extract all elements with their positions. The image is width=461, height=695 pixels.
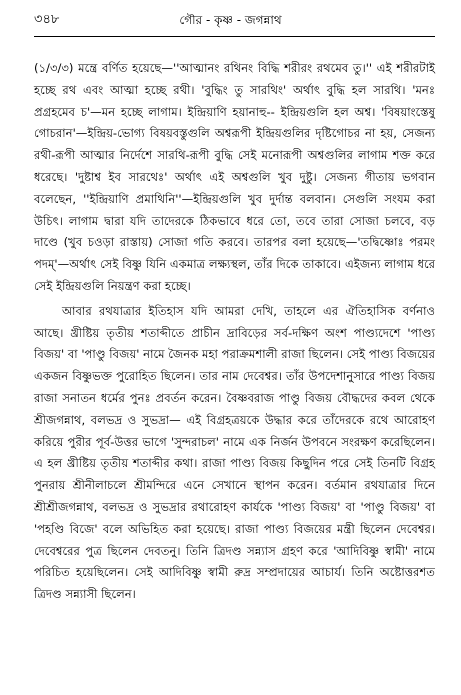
body-text (34, 58, 435, 606)
paragraph-2: আবার রথযাত্রার ইতিহাস যদি আমরা দেখি, তাহলে এর ঐতিহাসিক বর্ণনাও আছে। খ্রীষ্টিয় তৃতীয় শতাব্দীতে প্রাচীন দ্রাবিড়ের সর্ব-দক্ষিণ অংশ পাণ্ড্যদেশে 'পাণ্ড্য বিজয়' বা 'পাণ্ডু বিজয়' নামে জৈনক মহা পরাক্রমশালী রাজা ছিলেন। সেই পাণ্ড্য বিজয়ের একজন বিষ্ণুভক্ত পুরোহিত ছিলেন। তার নাম দেবেশ্বর। তাঁর উপদেশানুসারে পাণ্ড্য বিজয় রাজা সনাতন ধর্মের পুনঃ প্রবর্তন করেন। বৈষ্ণবরাজ পাণ্ডু বিজয় বৌদ্ধদের কবল থেকে শ্রীজগন্নাথ, বলভদ্র ও সুভদ্রা— এই বিগ্রহত্রয়কে উদ্ধার করে তাঁদেরকে রথে আরোহণ করিয়ে পুরীর পূর্ব-উত্তর ভাগে 'সুন্দরাচল' নামে এক নির্জন উপবনে সংরক্ষণ করেছিলেন। এ হল খ্রীষ্টিয় তৃতীয় শতাব্দীর কথা। রাজা পাণ্ড্য বিজয় কিছুদিন পরে সেই তিনটি বিগ্রহ পুনরায় শ্রীনীলাচলে শ্রীমন্দিরে এনে সেখানে স্থাপন করেন। বর্তমান রথযাত্রার দিনে শ্রীশ্রীজগন্নাথ, বলভদ্র ও সুভদ্রার রথারোহণ কার্যকে 'পাণ্ড্য বিজয়' বা 'পাণ্ডু বিজয়' বা 'পহণ্ডি বিজে' বলে অভিহিত করা হয়েছে। রাজা পাণ্ড্য বিজয়ের মন্ত্রী ছিলেন দেবেশ্বর। দেবেশ্বরের পুত্র ছিলেন দেবতনু। তিনি ত্রিদণ্ড সন্ন্যাস গ্রহণ করে 'আদিবিষ্ণু স্বামী' নামে পরিচিত হয়েছিলেন। সেই আদিবিষ্ণু স্বামী রুদ্র সম্প্রদায়ের আচার্য। তিনি অষ্টোত্তরশত ত্রিদণ্ড সন্ন্যাসী ছিলেন। (34, 303, 435, 602)
running-title: গৌর - কৃষ্ণ - জগন্নাথ (179, 13, 282, 27)
header-rule (34, 36, 435, 37)
paragraph-1: (১/৩/৩) মন্ত্রে বর্ণিত হয়েছে—''আত্মানং রথিনং বিদ্ধি শরীরং রথমেব তু।'' এই শরীরটাই হচ্ছে রথ এবং আত্মা হচ্ছে রথী। 'বুদ্ধিং তু সারথিং' অর্থাৎ বুদ্ধি হল সারথি। 'মনঃ প্রগ্রহমেব চ'—মন হচ্ছে লাগাম। ইন্দ্রিয়াণি হয়ানাহু-- ইন্দ্রিয়গুলি হল অশ্ব। 'বিষয়াংস্তেষু গোচরান'—ইন্দ্রিয়-ভোগ্য বিষয়বস্তুগুলি অশ্বরূপী ইন্দ্রিয়গুলির দৃষ্টিগোচর না হয়, সেজন্য রথী-রূপী আত্মার নির্দেশে সারথি-রূপী বুদ্ধি সেই মনোরূপী অশ্বগুলির লাগাম শক্ত করে ধরেছে। 'দুষ্টাশ্ব ইব সারথেঃ' অর্থাৎ এই অশ্বগুলি খুব দুষ্টু। সেজন্য গীতায় ভগবান বলেছেন, ''ইন্দ্রিয়াণি প্রমাথিনি''—ইন্দ্রিয়গুলি খুব দুর্দান্ত বলবান। সেগুলি সংযম করা উচিৎ। লাগাম দ্বারা যদি তাদেরকে ঠিকভাবে ধরে তো, তবে তারা সোজা চলবে, বড় দাণ্ডে (খুব চওড়া রাস্তায়) সোজা গতি করবে। তারপর বলা হয়েছে—'তদ্বিষ্ণোঃ পরমং পদম্'—অর্থাৎ সেই বিষ্ণু যিনি একমাত্র লক্ষ্যস্থল, তাঁর দিকে তাকাবে। এইজন্য লাগাম ধরে সেই ইন্দ্রিয়গুলি নিয়ন্ত্রণ করা হচ্ছে। (34, 61, 435, 293)
page-number: ৩৪৮ (34, 12, 60, 27)
